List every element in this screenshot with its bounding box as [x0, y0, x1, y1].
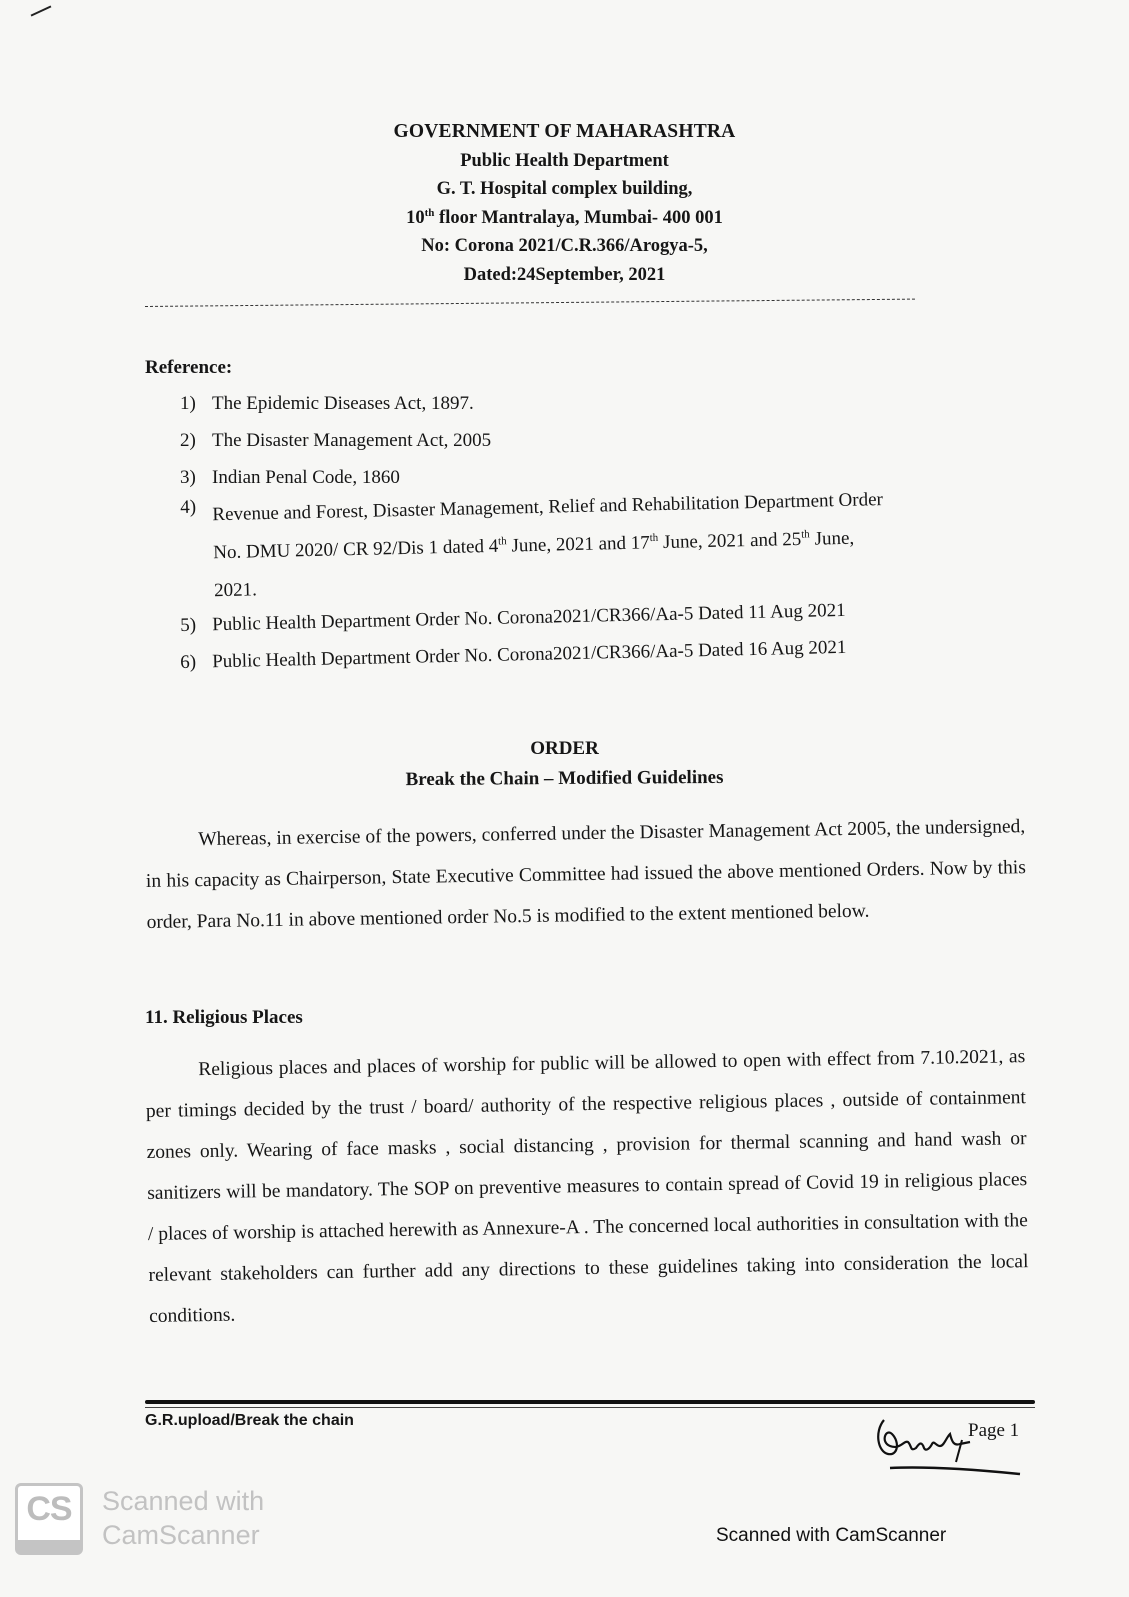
preamble-paragraph: Whereas, in exercise of the powers, conferred under the Disaster Management Act 2005, the undersigned, in his capacity as Chairperson, State Executive Committee had issued the above mentioned Orders. Now by this order, Para No.11 in above mentioned order No.5 is modified to the extent mentioned below. — [145, 816, 1027, 933]
reference-item: 4) Revenue and Forest, Disaster Management, Relief and Rehabilitation Department Order No. DMU 2020/ CR 92/Dis 1 dated 4th June, 2021 and 17th June, 2021 and 25th June, 2021. — [180, 489, 884, 602]
page-number: Page 1 — [968, 1420, 1020, 1441]
address-floor: 10th floor Mantralaya, Mumbai- 400 001 — [406, 206, 723, 228]
camscanner-watermark: Scanned with CamScanner — [102, 1486, 265, 1550]
order-subtitle: Break the Chain – Modified Guidelines — [405, 766, 724, 791]
footer-rule-thin — [145, 1407, 1035, 1408]
reference-item: 3) Indian Penal Code, 1860 — [180, 467, 400, 488]
government-title: GOVERNMENT OF MAHARASHTRA — [393, 121, 736, 142]
order-title: ORDER — [530, 738, 599, 759]
camscanner-caption: Scanned with CamScanner — [716, 1525, 947, 1546]
scan-mark — [31, 5, 52, 16]
department-name: Public Health Department — [460, 150, 669, 171]
footer-rule — [145, 1400, 1035, 1404]
section-heading: 11. Religious Places — [145, 1007, 303, 1028]
reference-item: 2) The Disaster Management Act, 2005 — [180, 430, 492, 451]
reference-number: No: Corona 2021/C.R.366/Arogya-5, — [421, 236, 708, 256]
dashed-divider — [145, 299, 915, 307]
reference-item: 6) Public Health Department Order No. Corona2021/CR366/Aa-5 Dated 16 Aug 2021 — [180, 636, 847, 673]
letterhead — [0, 118, 1129, 289]
order-date: Dated:24September, 2021 — [463, 264, 666, 285]
reference-item: 1) The Epidemic Diseases Act, 1897. — [180, 393, 474, 414]
footer-file-reference: G.R.upload/Break the chain — [145, 1412, 354, 1429]
religious-places-paragraph: Religious places and places of worship for public will be allowed to open with effect from 7.10.2021, as per timings decided by the trust / board/ authority of the respective religious places , outside of containment zones only. Wearing of face masks , social distancing , provision for thermal scanning and hand wash or sanitizers will be mandatory. The SOP on preventive measures to contain spread of Covid 19 in religious places / places of worship is attached herewith as Annexure-A . The concerned local authorities in consultation with the relevant stakeholders can further add any directions to these guidelines taking into consideration the local conditions. — [145, 1046, 1029, 1327]
address-building: G. T. Hospital complex building, — [436, 179, 693, 199]
camscanner-logo-icon: CS — [15, 1483, 83, 1555]
reference-item: 5) Public Health Department Order No. Corona2021/CR366/Aa-5 Dated 11 Aug 2021 — [180, 599, 846, 636]
reference-heading: Reference: — [145, 357, 233, 378]
